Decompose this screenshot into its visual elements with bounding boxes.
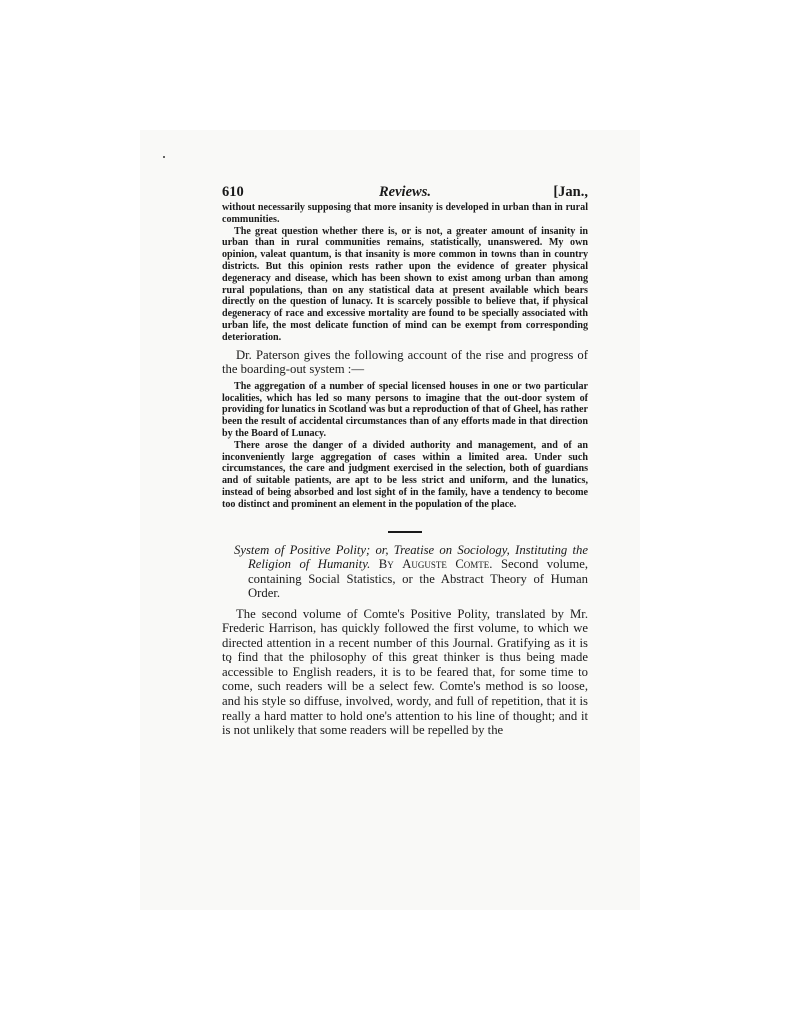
review-heading <box>228 543 588 601</box>
paragraph: The second volume of Comte's Positive Polity, translated by Mr. Frederic Harrison, has quickly followed the first volume, to which we directed attention in a recent number of this Journal. Gratifying as it is to find that the philosophy of this great thinker is thus being made accessible to English readers, it is to be feared that, for some time to come, such readers will be a select few. Comte's method is so loose, and his style so diffuse, involved, wordy, and full of repetition, that it is really a hard matter to hold one's attention to his line of thought; and it is not unlikely that some readers will be repelled by the <box>222 606 588 738</box>
body-text-large <box>222 348 588 377</box>
quote-paragraph: The aggregation of a number of special licensed houses in one or two particular localities, which has led so many persons to imagine that the out-door system of providing for lunatics in Scotland was but a reproduction of that of Gheel, has rather been the result of accidental circumstances than of any efforts made in that direction by the Board of Lunacy. <box>222 380 588 439</box>
book-author: Auguste Comte. <box>402 557 493 572</box>
body-text-small <box>222 202 588 344</box>
block-quotation <box>222 381 588 511</box>
page-number: 610 <box>222 184 244 200</box>
running-title: Reviews. <box>379 184 431 200</box>
running-header <box>222 180 588 202</box>
section-divider <box>388 531 422 533</box>
paragraph: without necessarily supposing that more insanity is developed in urban than in rural communities. <box>222 202 588 225</box>
book-details: Second volume, containing Social Statistics, or the Abstract Theory of Human Order. <box>248 557 588 601</box>
review-text <box>222 607 588 738</box>
page-content <box>222 180 588 738</box>
paragraph: The great question whether there is, or is not, a greater amount of insanity in urban than in rural communities remains, statistically, unanswered. My own opinion, valeat quantum, is that insanity is more common in towns than in country districts. But this opinion rests rather upon the evidence of greater physical degeneracy and disease, which has been shown to exist among urban than among rural populations, than on any statistical data at present available which bears directly on the question of lunacy. It is scarcely possible to believe that, if physical degeneracy of race and excessive mortality are found to be specially associated with urban life, the most delicate function of mind can be exempt from corresponding deterioration. <box>222 225 588 343</box>
scan-speck <box>163 156 165 158</box>
by-word: By <box>378 557 394 572</box>
running-date: [Jan., <box>553 184 588 200</box>
quote-paragraph: There arose the danger of a divided authority and management, and of an inconveniently large aggregation of cases within a limited area. Under such circumstances, the care and judgment exercised in the selection, both of guardians and of suitable patients, are apt to be less strict and uniform, and the lunatics, instead of being absorbed and lost sight of in the family, have a tendency to become too distinct and prominent an element in the population of the place. <box>222 439 588 510</box>
book-title: System of Positive Polity; or, Treatise on Sociology, Instituting the Religion of Humanity. <box>234 542 588 572</box>
paragraph: Dr. Paterson gives the following account of the rise and progress of the boarding-out system :— <box>222 347 588 377</box>
